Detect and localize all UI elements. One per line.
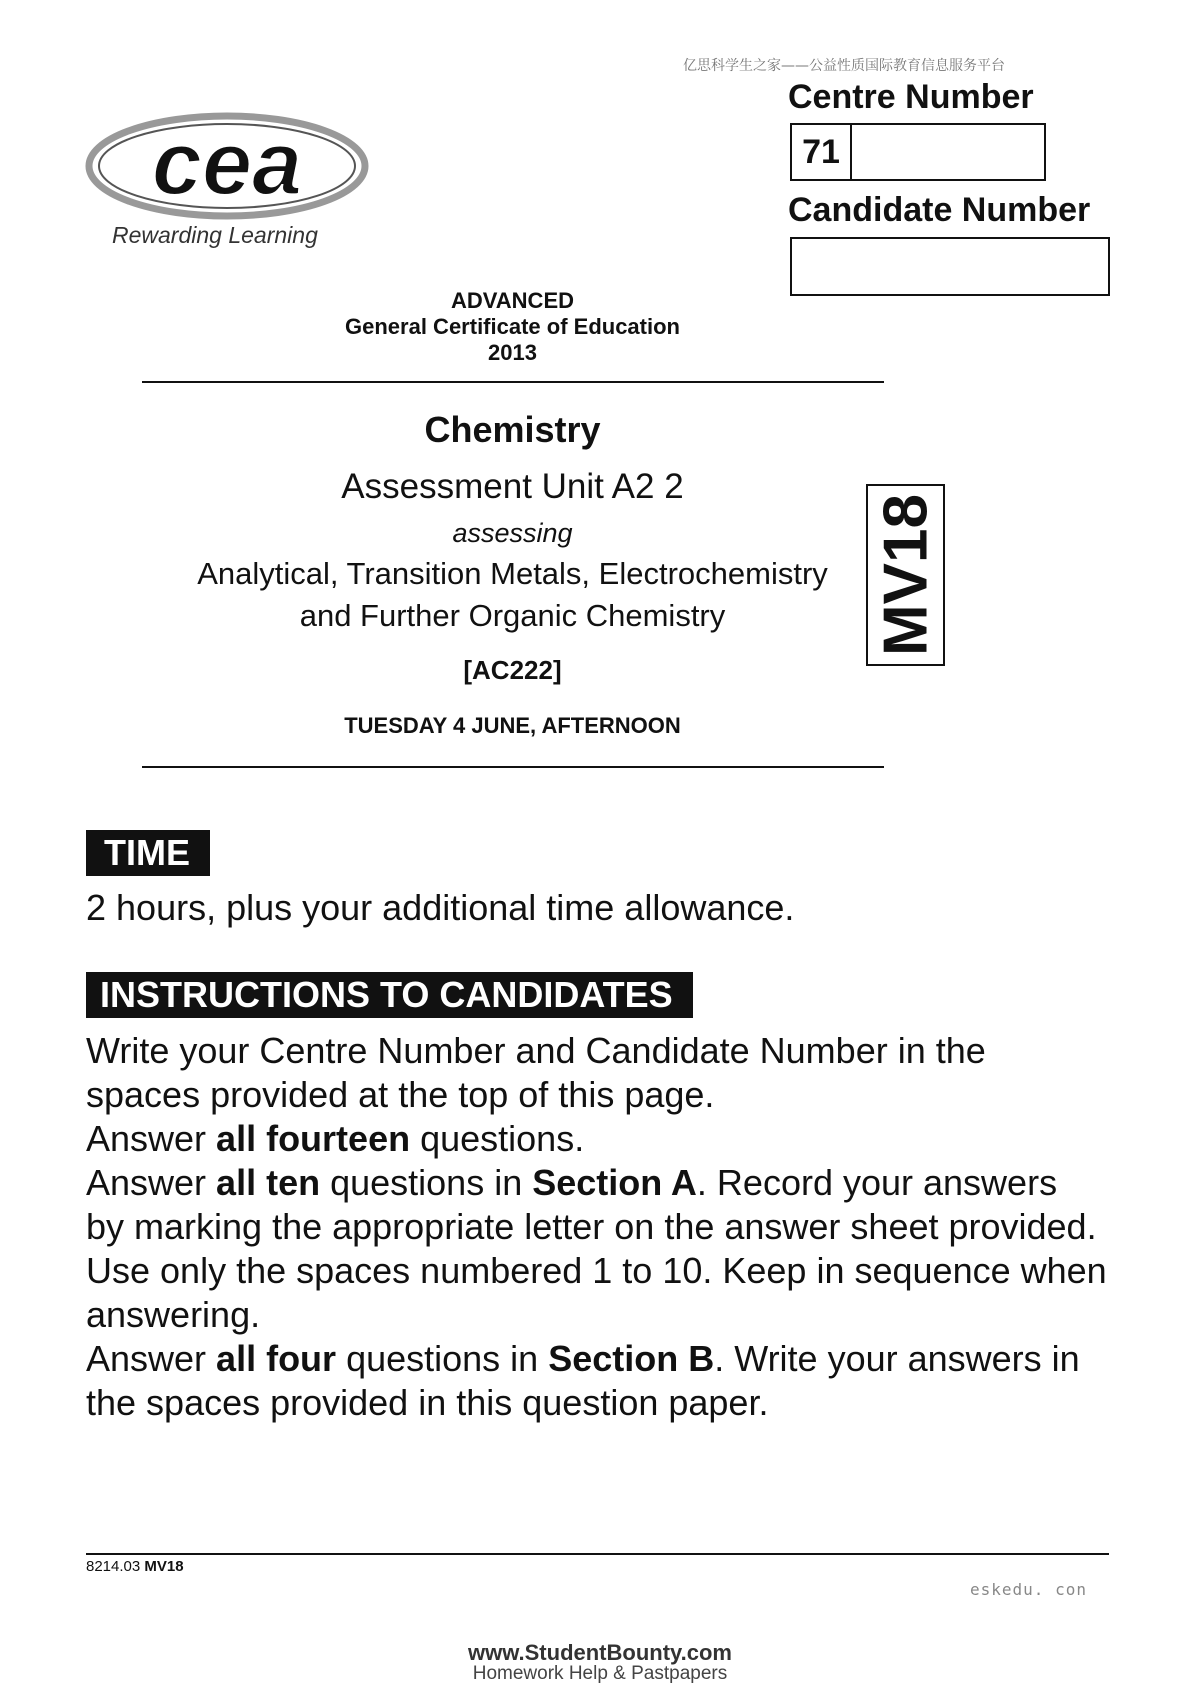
footer-rule	[86, 1553, 1109, 1555]
time-heading: TIME	[86, 830, 210, 876]
divider-bottom	[142, 766, 884, 768]
watermark-top-text: 亿思科学生之家——公益性质国际教育信息服务平台	[683, 58, 1005, 74]
paper-code-vertical: MV18	[871, 494, 940, 656]
instruction-line: Answer all ten questions in Section A. Record your answers	[86, 1162, 1058, 1203]
topics-line-2: and Further Organic Chemistry	[299, 598, 726, 633]
instruction-line: Answer all fourteen questions.	[86, 1118, 585, 1159]
certificate-text: General Certificate of Education	[345, 314, 680, 339]
level-text: ADVANCED	[450, 288, 575, 313]
unit-title: Assessment Unit A2 2	[341, 467, 684, 506]
paper-code-text: [AC222]	[463, 655, 562, 685]
year-text: 2013	[488, 340, 537, 365]
instruction-line: Use only the spaces numbered 1 to 10. Keep in sequence when	[86, 1250, 1107, 1291]
instruction-line: by marking the appropriate letter on the answer sheet provided.	[86, 1206, 1097, 1247]
instruction-line: Answer all four questions in Section B. Write your answers in	[86, 1338, 1080, 1379]
exam-date: TUESDAY 4 JUNE, AFTERNOON	[344, 713, 681, 738]
centre-number-label: Centre Number	[788, 78, 1034, 116]
topics-line-1: Analytical, Transition Metals, Electrochemistry	[197, 556, 828, 591]
instruction-line: Write your Centre Number and Candidate Number in the	[86, 1030, 986, 1071]
time-text: 2 hours, plus your additional time allowance.	[86, 887, 795, 928]
logo-wordmark: cea	[151, 114, 303, 214]
centre-number-prefix: 71	[792, 125, 852, 179]
instructions-body	[86, 1029, 1136, 1425]
assessing-text: assessing	[452, 518, 573, 548]
instruction-line: answering.	[86, 1294, 261, 1335]
centre-number-box[interactable]	[790, 123, 1046, 181]
paper-code-box	[866, 484, 945, 666]
instruction-line: the spaces provided in this question paper.	[86, 1382, 769, 1423]
studentbounty-url: www.StudentBounty.com	[468, 1640, 732, 1665]
instructions-heading: INSTRUCTIONS TO CANDIDATES	[86, 972, 693, 1018]
divider-top	[142, 381, 884, 383]
footer-code: 8214.03 MV18	[86, 1558, 184, 1575]
instruction-line: spaces provided at the top of this page.	[86, 1074, 715, 1115]
site-watermark: eskedu. con	[970, 1580, 1087, 1599]
logo-tagline: Rewarding Learning	[112, 222, 318, 248]
candidate-number-label: Candidate Number	[788, 191, 1091, 229]
studentbounty-watermark	[455, 1642, 745, 1684]
studentbounty-tagline: Homework Help & Pastpapers	[472, 1663, 728, 1684]
subject-title: Chemistry	[424, 409, 601, 450]
